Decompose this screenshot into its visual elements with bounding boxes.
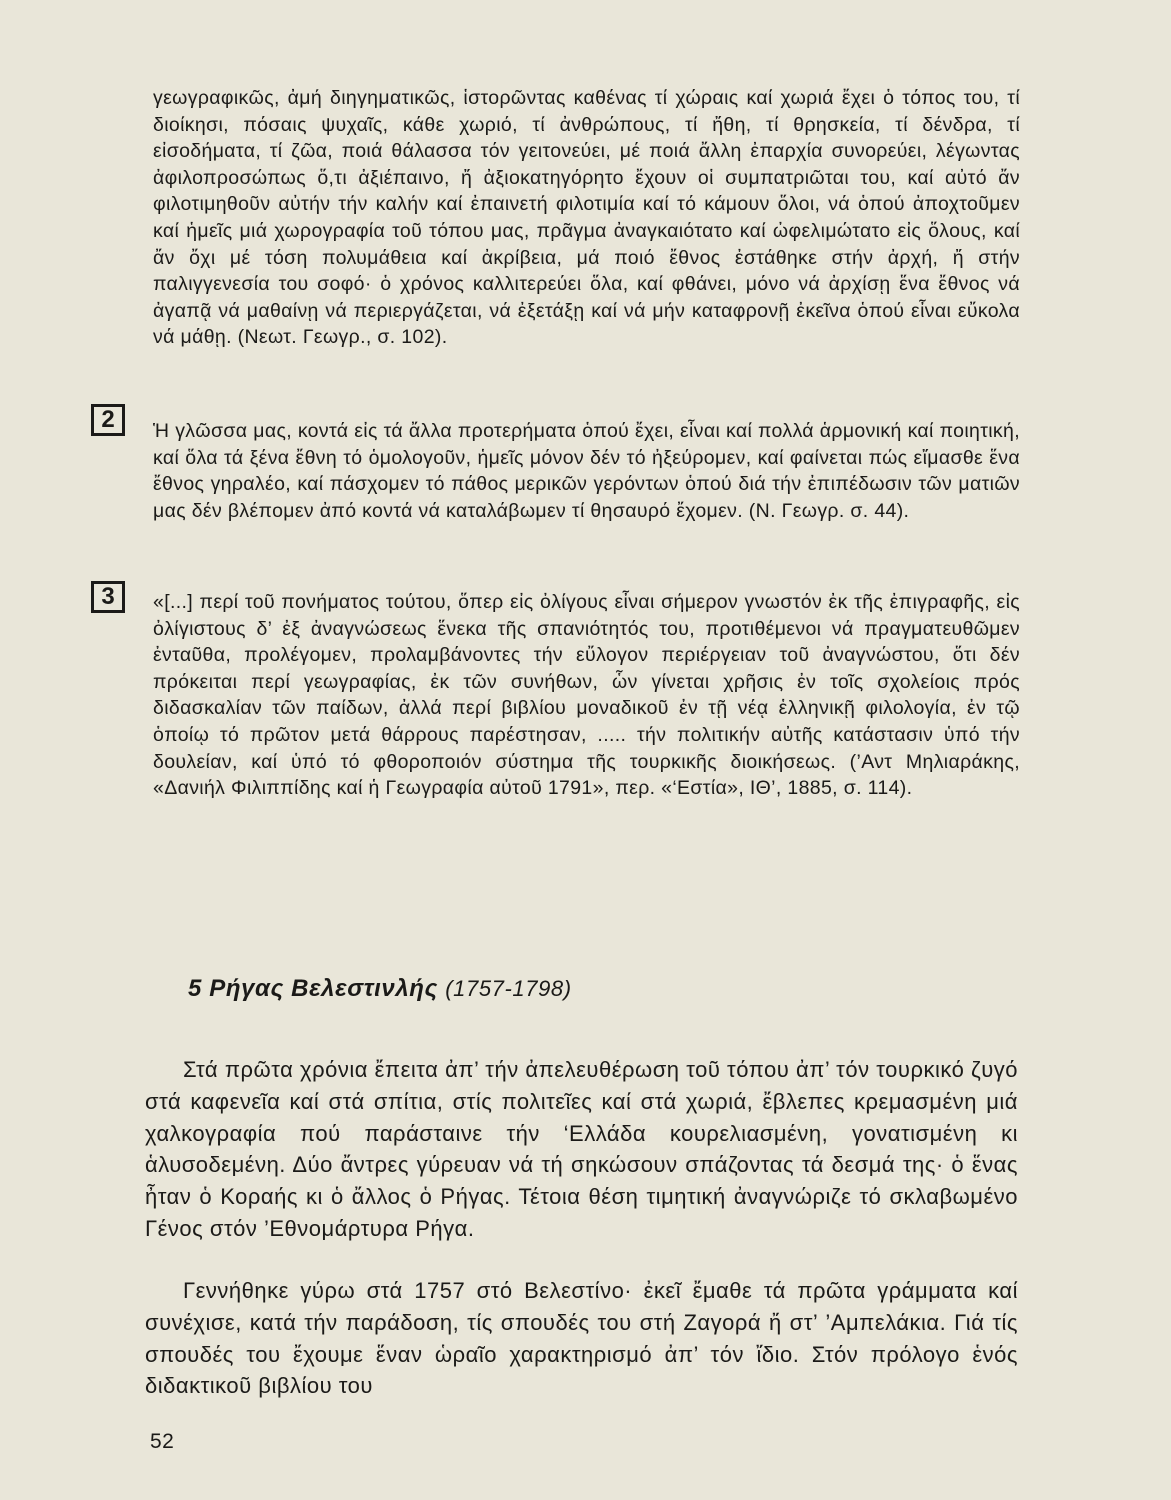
body-paragraph-2: Γεννήθηκε γύρω στά 1757 στό Βελεστίνο· ἐκεῖ ἔμαθε τά πρῶτα γράμματα καί συνέχισε, κατά τήν παράδοση, τίς σπουδές του στή Ζαγορά ἤ στ’ ’Αμπελάκια. Γιά τίς σπουδές του ἔχουμε ἕναν ὡραῖο χαρακτηρισμό ἀπ’ τόν ἴδιο. Στόν πρόλογο ἑνός διδακτικοῦ βιβλίου του — [145, 1278, 1018, 1399]
quote-1-text: γεωγραφικῶς, ἀμή διηγηματικῶς, ἱστορῶντας καθένας τί χώραις καί χωριά ἔχει ὁ τόπος του, τί διοίκησι, πόσαις ψυχαῖς, κάθε χωριό, τί ἀνθρώπους, τί ἤθη, τί θρησκεία, τί δένδρα, τί εἰσοδήματα, τί ζῶα, ποιά θάλασσα τόν γειτονεύει, μέ ποιά ἄλλη ἐπαρχία συνορεύει, λέγωντας ἀφιλοπροσώπως ὅ,τι ἀξιέπαινο, ἤ ἀξιοκατηγόρητο ἔχουν οἱ συμπατριῶται του, καί αὐτό ἄν φιλοτιμηθοῦν αὐτήν τήν καλήν καί ἐπαινετή φιλοτιμία καί τό κάμουν ὅλοι, νά ὁπού ἀποχτοῦμεν καί ἡμεῖς μιά χωρογραφία τοῦ τόπου μας, πρᾶγμα ἀναγκαιότατο καί ὠφελιμώτατο εἰς ὅλους, καί ἄν ὄχι μέ τόση πολυμάθεια καί ἀκρίβεια, μά ποιό ἔθνος ἐστάθηκε στήν ἀρχή, ἤ στήν παλιγγενεσία του σοφό· ὁ χρόνος καλλιτερεύει ὅλα, καί φθάνει, μόνο νά ἀρχίσῃ ἕνα ἔθνος νά ἀγαπᾷ νά μαθαίνῃ νά περιεργάζεται, νά ἐξετάξῃ καί νά μήν καταφρονῇ ἐκεῖνα ὁπού εἶναι εὔκολα νά μάθῃ. (Νεωτ. Γεωγρ., σ. 102). — [153, 87, 1020, 349]
quote-2-number-box: 2 — [91, 404, 125, 436]
section-dates: (1757-1798) — [445, 976, 572, 1001]
section-heading — [188, 975, 572, 1003]
page-number: 52 — [150, 1430, 175, 1453]
quote-3-text: «[...] περί τοῦ πονήματος τούτου, ὅπερ εἰς ὀλίγους εἶναι σήμερον γνωστόν ἐκ τῆς ἐπιγραφῆς, εἰς ὀλίγιστους δ’ ἐξ ἀναγνώσεως ἕνεκα τῆς σπανιότητός του, προτιθέμενοι νά πραγματευθῶμεν ἐνταῦθα, προλέγομεν, προλαμβάνοντες τήν εὔλογον περιέργειαν τοῦ ἀναγνώστου, ὅτι δέν πρόκειται περί γεωγραφίας, ἐκ τῶν συνήθων, ὧν γίνεται χρῆσις ἐν τοῖς σχολείοις πρός διδασκαλίαν τῶν παίδων, ἀλλά περί βιβλίου μοναδικοῦ ἐν τῇ νέᾳ ἑλληνικῇ φιλολογία, ἐν τῷ ὁποίῳ τό πρῶτον μετά θάρρους παρέστησαν, ..... τήν πολιτικήν αὐτῆς κατάστασιν ὑπό τήν δουλείαν, καί ὑπό τό φθοροποιόν σύστημα τῆς τουρκικῆς διοικήσεως. (’Αντ Μηλιαράκης, «Δανιήλ Φιλιππίδης καί ἡ Γεωγραφία αὐτοῦ 1791», περ. «‘Εστία», ΙΘ’, 1885, σ. 114). — [153, 591, 1020, 800]
quote-2-text: Ἡ γλῶσσα μας, κοντά εἰς τά ἄλλα προτερήματα ὁπού ἔχει, εἶναι καί πολλά ἁρμονική καί ποιητική, καί ὅλα τά ξένα ἔθνη τό ὁμολογοῦν, ἡμεῖς μόνον δέν τό ἠξεύρομεν, καί φαίνεται πώς εἴμασθε ἕνα ἔθνος γηραλέο, καί πάσχομεν τό πάθος μερικῶν γερόντων ὁπού διά τήν ἐπιπέδωσιν τῶν ματιῶν μας δέν βλέπομεν ἀπό κοντά νά καταλάβωμεν τί θησαυρό ἔχομεν. (Ν. Γεωγρ. σ. 44). — [153, 420, 1020, 522]
quote-3-number-box: 3 — [91, 581, 125, 613]
section-title: 5 Ρήγας Βελεστινλής — [188, 975, 438, 1002]
body-paragraph-1: Στά πρῶτα χρόνια ἔπειτα ἀπ’ τήν ἀπελευθέρωση τοῦ τόπου ἀπ’ τόν τουρκικό ζυγό στά καφενεῖα καί στά σπίτια, στίς πολιτεῖες καί στά χωριά, ἔβλεπες κρεμασμένη μιά χαλκογραφία πού παράσταινε τήν ‘Ελλάδα κουρελιασμένη, γονατισμένη κι ἁλυσοδεμένη. Δύο ἄντρες γύρευαν νά τή σηκώσουν σπάζοντας τά δεσμά της· ὁ ἕνας ἦταν ὁ Κοραής κι ὁ ἄλλος ὁ Ρήγας. Τέτοια θέση τιμητική ἀναγνώριζε τό σκλαβωμένο Γένος στόν ’Εθνομάρτυρα Ρήγα. — [145, 1057, 1018, 1241]
